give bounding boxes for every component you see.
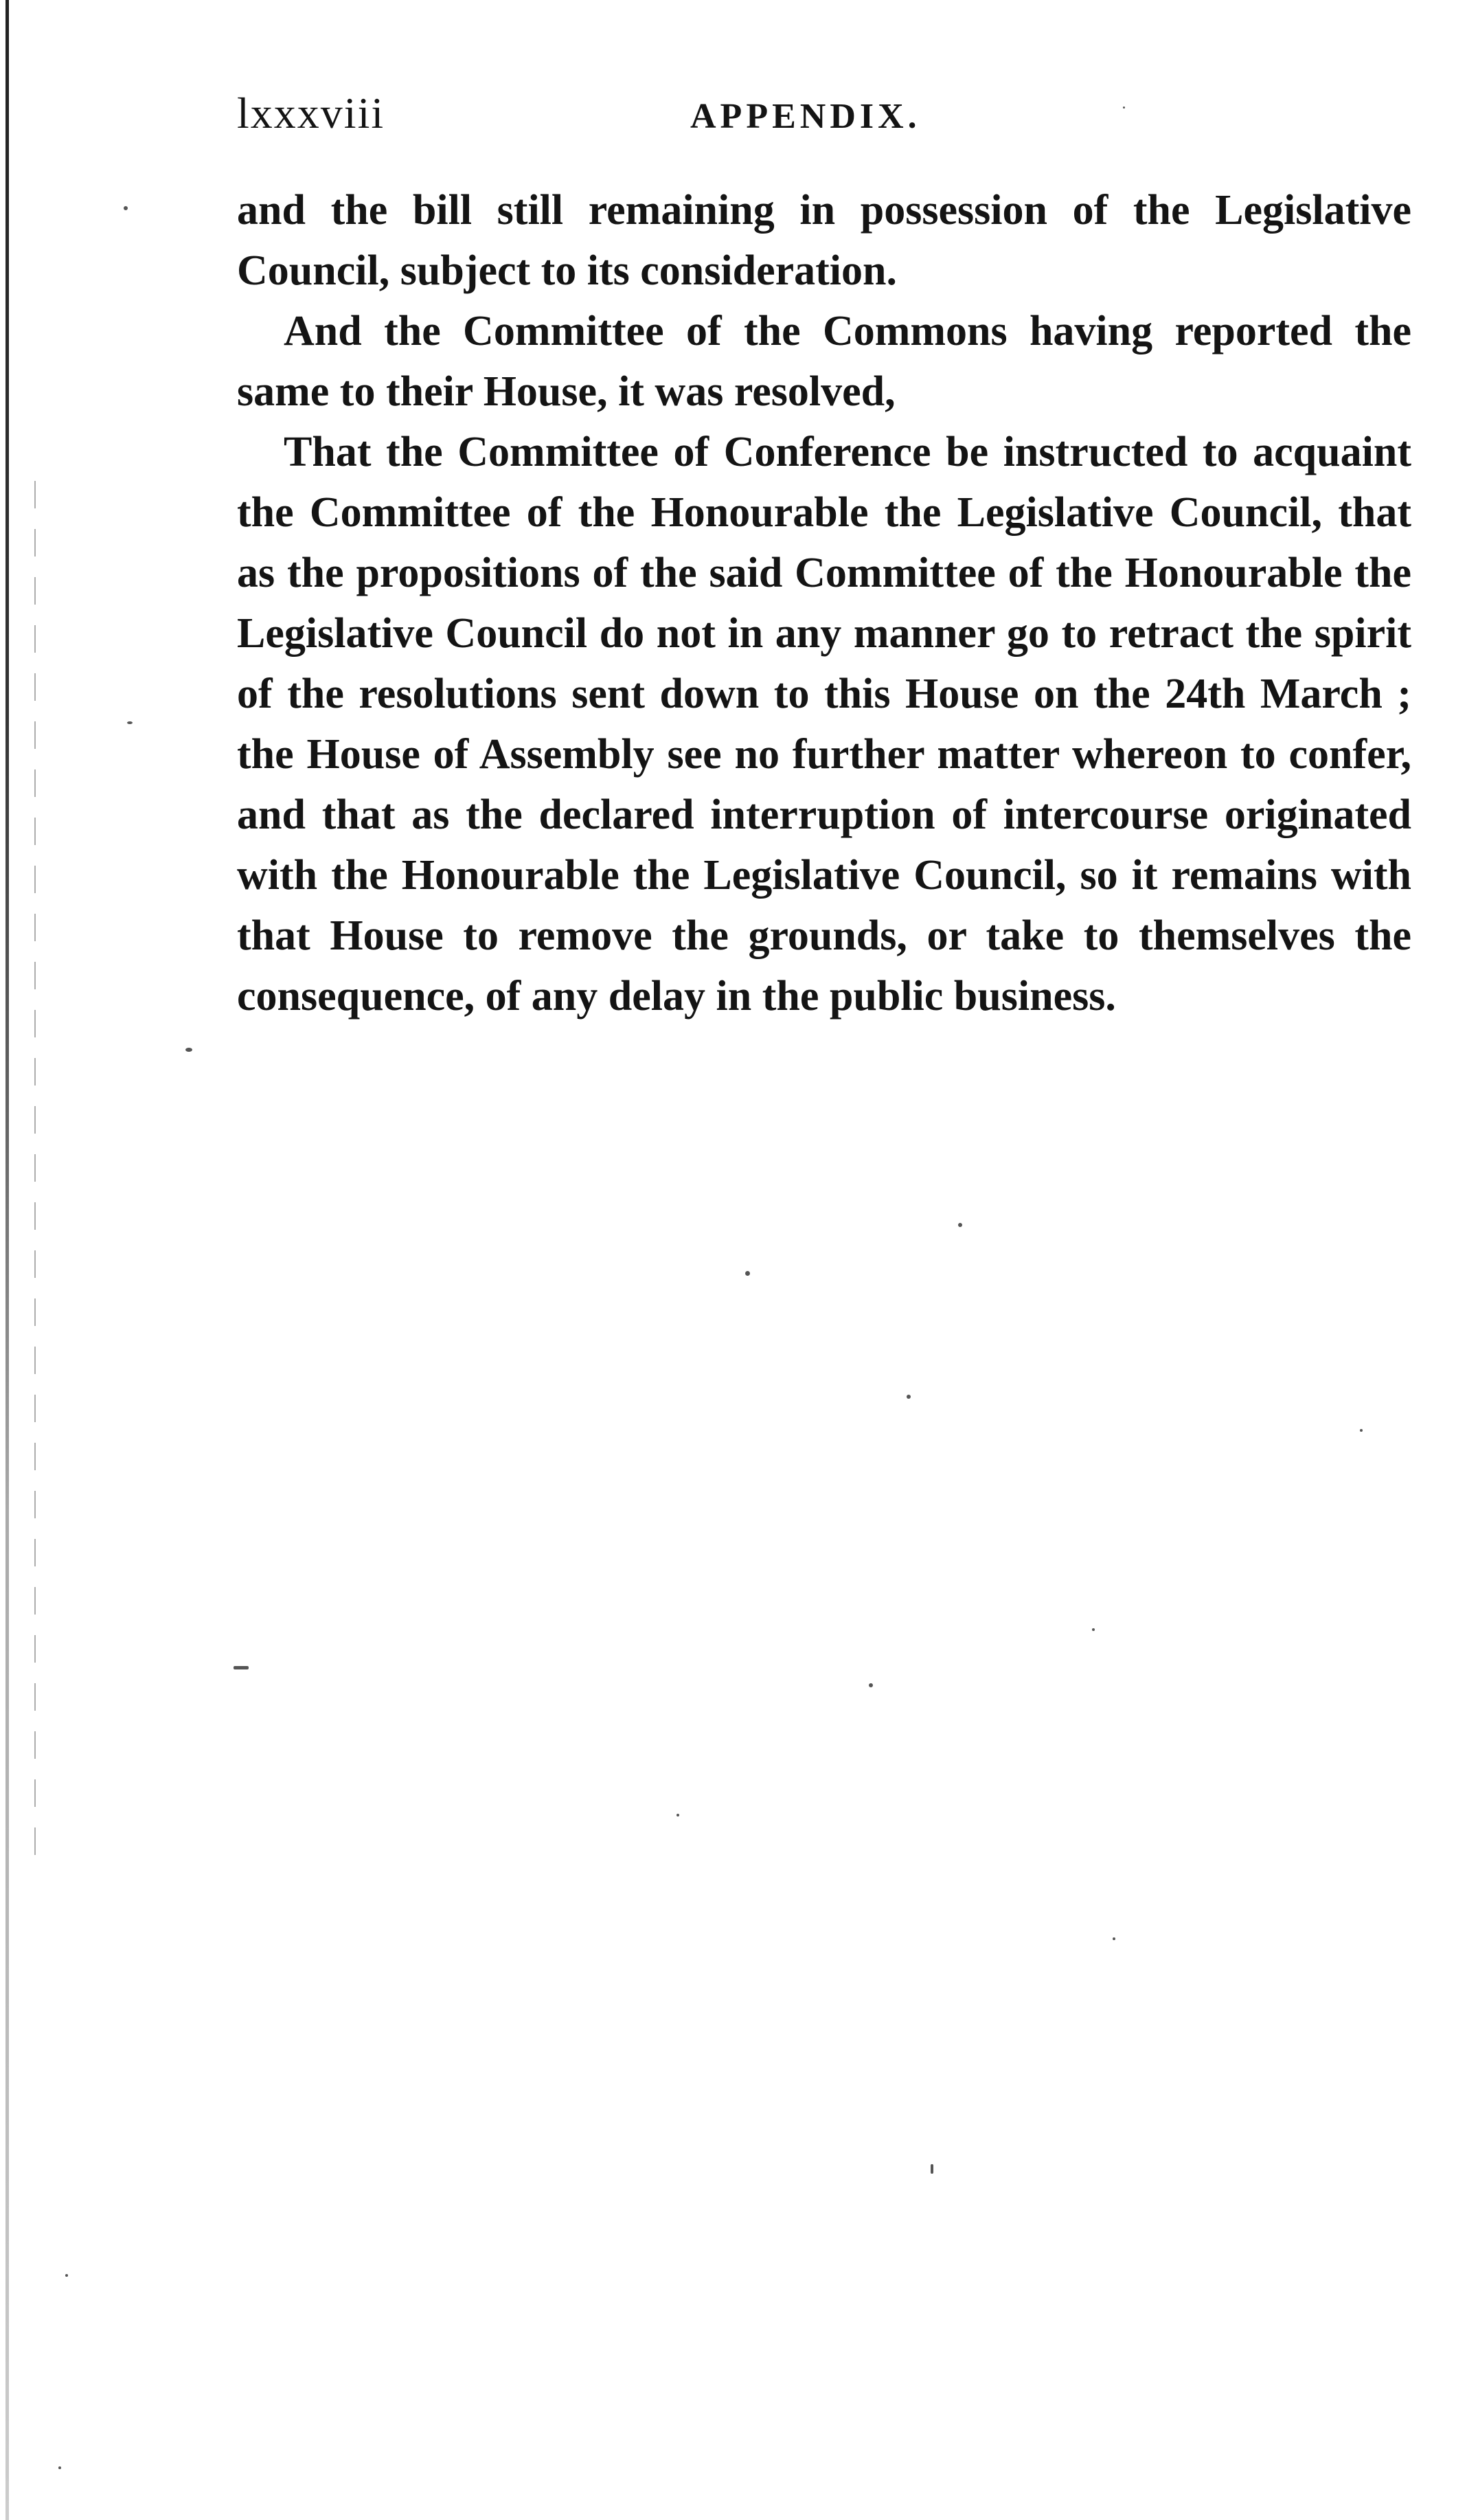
scan-speck [869,1683,873,1687]
scan-artifact-line [34,481,36,1855]
scan-speck [65,2274,68,2277]
scan-speck [1360,1429,1363,1432]
page-header [237,82,1411,144]
scan-speck [745,1271,750,1276]
body-text [237,180,1411,1026]
scan-speck [907,1395,911,1399]
paragraph: That the Committee of Conference be instructed to acquaint the Committee of the Honourable the Legislative Council, that as the propositions of the said Committee of the Honourable the Legislative Council do not in any manner go to retract the spirit of the resolutions sent down to this House on the 24th March ; the House of Assembly see no further matter whereon to confer, and that as the declared interruption of intercourse originated with the Honourable the Legislative Council, so it remains with that House to remove the grounds, or take to themselves the consequence, of any delay in the public business. [237,429,1411,1020]
scan-speck [58,2466,61,2469]
scan-speck [958,1223,962,1227]
scan-speck [124,206,128,210]
binding-edge [5,0,9,2520]
paragraph: And the Committee of the Commons having reported the same to their House, it was resolved, [237,308,1411,415]
scan-speck [185,1048,192,1052]
running-head: APPENDIX. [690,97,921,136]
scan-speck [1092,1628,1095,1631]
scan-speck [677,1814,679,1816]
scan-speck [1113,1937,1115,1940]
scan-speck [234,1666,249,1669]
paragraph: and the bill still remaining in possession of the Legislative Council, subject to its consideration. [237,187,1411,294]
page-number: lxxxviii [237,89,385,137]
scan-speck [127,721,133,724]
scan-speck [1123,106,1125,109]
scan-speck [931,2164,933,2174]
